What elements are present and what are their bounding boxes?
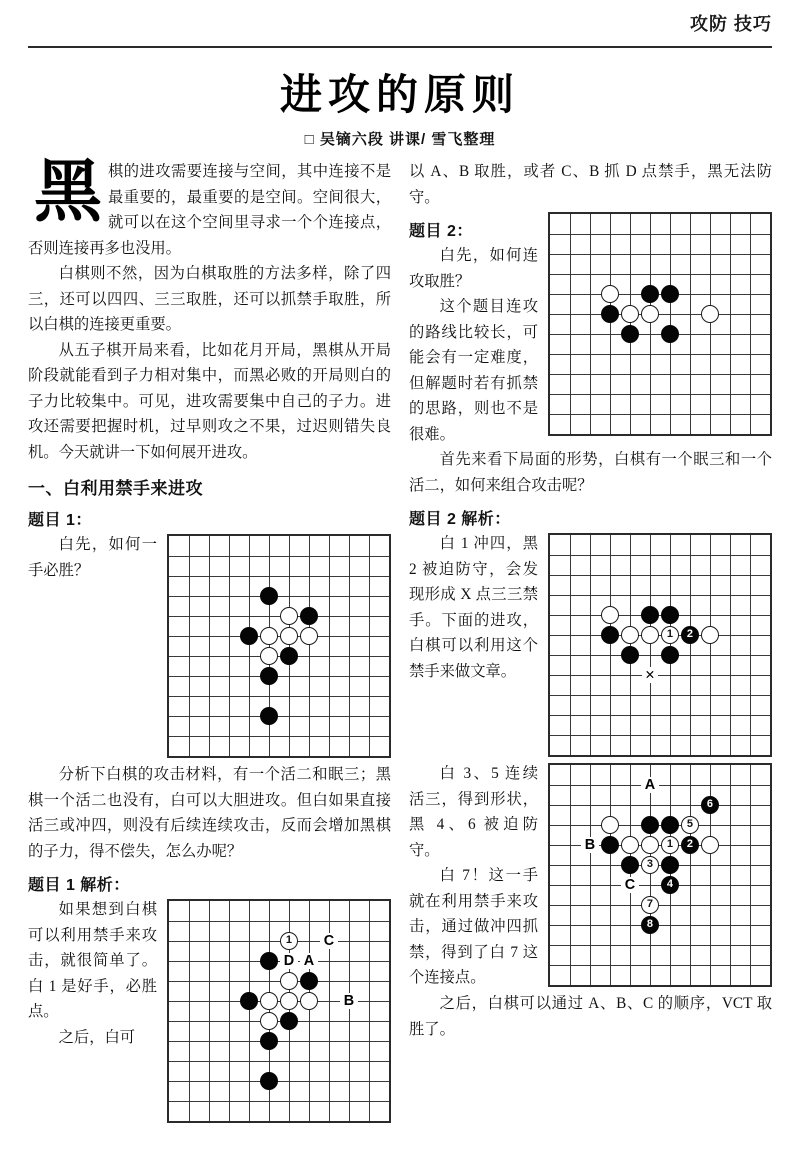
grid-line-horizontal [169, 556, 389, 557]
byline [28, 128, 772, 149]
grid-line-vertical [630, 765, 631, 985]
problem-2-solution-heading: 题目 2 解析： [409, 511, 511, 528]
board-problem-1-position [167, 534, 391, 758]
stone-white [280, 992, 298, 1010]
stone-white [260, 992, 278, 1010]
grid-line-horizontal [169, 576, 389, 577]
grid-line-horizontal [550, 374, 770, 375]
stone-black-2: 2 [681, 836, 699, 854]
page-title: 进攻的原则 [279, 71, 520, 118]
running-head-text: 攻防 技巧 [689, 14, 772, 34]
grid-line-vertical [750, 765, 751, 985]
grid-line-vertical [750, 214, 751, 434]
stone-black [601, 305, 619, 323]
grid-line-horizontal [550, 905, 770, 906]
board-problem-1-solution [167, 899, 391, 1123]
left-column-tail: 之后，白可 [58, 1028, 136, 1046]
grid-line-vertical [570, 214, 571, 434]
problem-2-text-2: 这个题目连攻的路线比较长，可能会有一定难度，但解题时若有抓禁的思路，则也不是很难。 [409, 298, 538, 443]
grid-line-vertical [249, 901, 250, 1121]
grid-line-vertical [730, 535, 731, 755]
stone-white [300, 992, 318, 1010]
board-problem-2-solution-step2 [548, 763, 772, 987]
grid-line-horizontal [550, 274, 770, 275]
grid-line-horizontal [169, 1041, 389, 1042]
stone-black [260, 1072, 278, 1090]
grid-line-vertical [189, 536, 190, 756]
grid-line-horizontal [169, 1061, 389, 1062]
stone-black [601, 626, 619, 644]
stone-white [260, 647, 278, 665]
grid-line-vertical [730, 765, 731, 985]
byline-marker: □ [304, 131, 315, 148]
grid-line-vertical [610, 214, 611, 434]
stone-white [621, 626, 639, 644]
board-label-A: A [300, 953, 318, 970]
problem-1-heading: 题目 1： [28, 512, 92, 529]
grid-line-horizontal [169, 676, 389, 677]
grid-line-horizontal [550, 675, 770, 676]
grid-line-vertical [229, 901, 230, 1121]
stone-white [621, 836, 639, 854]
stone-black-2: 2 [681, 626, 699, 644]
stone-black [601, 836, 619, 854]
grid-line-horizontal [169, 596, 389, 597]
grid-line-vertical [369, 536, 370, 756]
grid-line-horizontal [550, 354, 770, 355]
stone-white [601, 606, 619, 624]
stone-black [661, 285, 679, 303]
stone-black [621, 646, 639, 664]
header-rule [28, 46, 772, 48]
grid-line-horizontal [550, 394, 770, 395]
problem-2-solution-text-3: 白 7！这一手就在利用禁手来攻击，通过做冲四抓禁，得到了白 7 这个连接点。 [409, 867, 538, 986]
stone-white-1: 1 [661, 626, 679, 644]
stone-white [280, 627, 298, 645]
grid-line-vertical [750, 535, 751, 755]
stone-white [701, 836, 719, 854]
grid-line-vertical [309, 536, 310, 756]
stone-black [240, 627, 258, 645]
stone-black [260, 952, 278, 970]
running-head [28, 0, 772, 44]
stone-white [641, 626, 659, 644]
board-problem-2-solution-step1 [548, 533, 772, 757]
grid-line-horizontal [169, 716, 389, 717]
grid-line-vertical [690, 765, 691, 985]
grid-line-horizontal [169, 1081, 389, 1082]
grid-line-vertical [209, 536, 210, 756]
grid-line-vertical [369, 901, 370, 1121]
grid-line-horizontal [550, 314, 770, 315]
problem-2-text-1: 白先，如何连攻取胜？ [409, 247, 538, 290]
stone-white [641, 836, 659, 854]
grid-line-vertical [570, 535, 571, 755]
two-column-body [28, 154, 772, 1127]
grid-line-vertical [570, 765, 571, 985]
stone-white [601, 816, 619, 834]
grid-line-vertical [610, 535, 611, 755]
grid-line-vertical [690, 535, 691, 755]
stone-white [280, 607, 298, 625]
stone-black [621, 856, 639, 874]
stone-black [240, 992, 258, 1010]
analysis-intro: 分析下白棋的攻击材料，有一个活二和眠三；黑棋一个活二也没有，白可以大胆进攻。但白如果直接活三或冲四，则没有后续连续攻击，反而会增加黑棋的子力，得不偿失，怎么办呢？ [28, 766, 391, 860]
grid-line-vertical [650, 765, 651, 985]
grid-line-vertical [710, 535, 711, 755]
problem-1-solution-text: 如果想到白棋可以利用禁手来攻击，就很简单了。白 1 是好手，必胜点。 [28, 901, 157, 1020]
grid-line-horizontal [169, 696, 389, 697]
grid-line-vertical [730, 214, 731, 434]
stone-white-5: 5 [681, 816, 699, 834]
board-label-C: C [621, 877, 639, 894]
grid-line-horizontal [550, 965, 770, 966]
stone-white [260, 627, 278, 645]
grid-line-horizontal [169, 736, 389, 737]
grid-line-vertical [690, 214, 691, 434]
stone-black [661, 646, 679, 664]
stone-black [260, 587, 278, 605]
intro-paragraph-text: 棋的进攻需要连接与空间，其中连接不是最重要的，最重要的是空间。空间很大，就可以在这个空间里寻求一个个连接点，否则连接再多也没用。 [28, 163, 391, 257]
grid-line-horizontal [550, 715, 770, 716]
grid-line-horizontal [550, 805, 770, 806]
grid-line-vertical [189, 901, 190, 1121]
grid-line-horizontal [550, 785, 770, 786]
grid-line-vertical [249, 536, 250, 756]
problem-2-heading: 题目 2： [409, 223, 473, 240]
grid-line-vertical [349, 901, 350, 1121]
stone-white-1: 1 [280, 932, 298, 950]
grid-line-vertical [349, 536, 350, 756]
stone-white [260, 1012, 278, 1030]
grid-line-vertical [650, 214, 651, 434]
board-label-D: D [280, 953, 298, 970]
intro-paragraph [28, 154, 391, 261]
stone-black-8: 8 [641, 916, 659, 934]
board-mark-x: ✕ [642, 667, 658, 682]
stone-white [621, 305, 639, 323]
stone-black [661, 325, 679, 343]
stone-black [300, 972, 318, 990]
stone-black [300, 607, 318, 625]
stone-black [260, 707, 278, 725]
board-problem-2-position [548, 212, 772, 436]
paragraph-2: 白棋则不然，因为白棋取胜的方法多样，除了四三，还可以四四、三三取胜，还可以抓禁手取胜，所以白棋的连接更重要。 [28, 265, 391, 333]
stone-black [661, 816, 679, 834]
grid-line-vertical [229, 536, 230, 756]
right-column [409, 159, 772, 1042]
grid-line-horizontal [169, 961, 389, 962]
board-label-B: B [581, 837, 599, 854]
board-label-A: A [641, 777, 659, 794]
section-heading: 一、白利用禁手来进攻 [28, 479, 203, 498]
grid-line-vertical [590, 765, 591, 985]
problem-2-solution-text-1: 白 1 冲四，黑 2 被迫防守，会发现形成 X 点三三禁手。下面的进攻，白棋可以利用这个禁手来做文章。 [409, 535, 538, 680]
grid-line-horizontal [169, 1101, 389, 1102]
grid-line-vertical [309, 901, 310, 1121]
stone-black [641, 285, 659, 303]
stone-black-4: 4 [661, 876, 679, 894]
grid-line-horizontal [550, 575, 770, 576]
stone-black-6: 6 [701, 796, 719, 814]
grid-line-vertical [590, 214, 591, 434]
stone-black [621, 325, 639, 343]
grid-line-horizontal [550, 234, 770, 235]
problem-1-text: 白先，如何一手必胜？ [28, 536, 157, 579]
drop-cap: 黑 [34, 154, 103, 230]
stone-black [661, 606, 679, 624]
grid-line-vertical [650, 535, 651, 755]
grid-line-horizontal [550, 555, 770, 556]
problem-2-solution-text-2: 白 3、5 连续活三，得到形状，黑 4、6 被迫防守。 [409, 765, 538, 859]
grid-line-horizontal [169, 921, 389, 922]
stone-black [661, 856, 679, 874]
grid-line-horizontal [550, 945, 770, 946]
board-label-C: C [320, 933, 338, 950]
stone-white [280, 972, 298, 990]
grid-line-horizontal [550, 414, 770, 415]
grid-line-vertical [329, 536, 330, 756]
stone-white [300, 627, 318, 645]
grid-line-horizontal [550, 925, 770, 926]
byline-text: 吴镝六段 讲课/ 雪飞整理 [319, 131, 496, 148]
stone-white-3: 3 [641, 856, 659, 874]
stone-white-1: 1 [661, 836, 679, 854]
grid-line-horizontal [550, 595, 770, 596]
stone-white [601, 285, 619, 303]
grid-line-vertical [590, 535, 591, 755]
grid-line-horizontal [550, 695, 770, 696]
stone-white [701, 305, 719, 323]
stone-black [280, 647, 298, 665]
problem-2-text-3: 首先来看下局面的形势，白棋有一个眠三和一个活二，如何来组合攻击呢？ [409, 451, 772, 494]
grid-line-vertical [209, 901, 210, 1121]
stone-black [641, 606, 659, 624]
stone-white [701, 626, 719, 644]
board-label-B: B [340, 993, 358, 1010]
stone-white [641, 305, 659, 323]
stone-black [280, 1012, 298, 1030]
grid-line-horizontal [550, 254, 770, 255]
stone-black [260, 1032, 278, 1050]
grid-line-horizontal [550, 735, 770, 736]
stone-white-7: 7 [641, 896, 659, 914]
left-column [28, 154, 391, 1127]
grid-line-vertical [710, 214, 711, 434]
stone-black [260, 667, 278, 685]
problem-1-solution-heading: 题目 1 解析： [28, 877, 130, 894]
grid-line-vertical [610, 765, 611, 985]
stone-black [641, 816, 659, 834]
right-top-paragraph: 以 A、B 取胜，或者 C、B 抓 D 点禁手，黑无法防守。 [409, 163, 772, 206]
paragraph-3: 从五子棋开局来看，比如花月开局，黑棋从开局阶段就能看到子力相对集中，而黑必败的开局则白的子力比较集中。可见，进攻需要集中自己的子力。进攻还需要把握时机，过早则攻之不果，过迟则错失良机。今天就讲一下如何展开进攻。 [28, 341, 391, 461]
problem-2-solution-text-4: 之后，白棋可以通过 A、B、C 的顺序，VCT 取胜了。 [409, 995, 772, 1038]
